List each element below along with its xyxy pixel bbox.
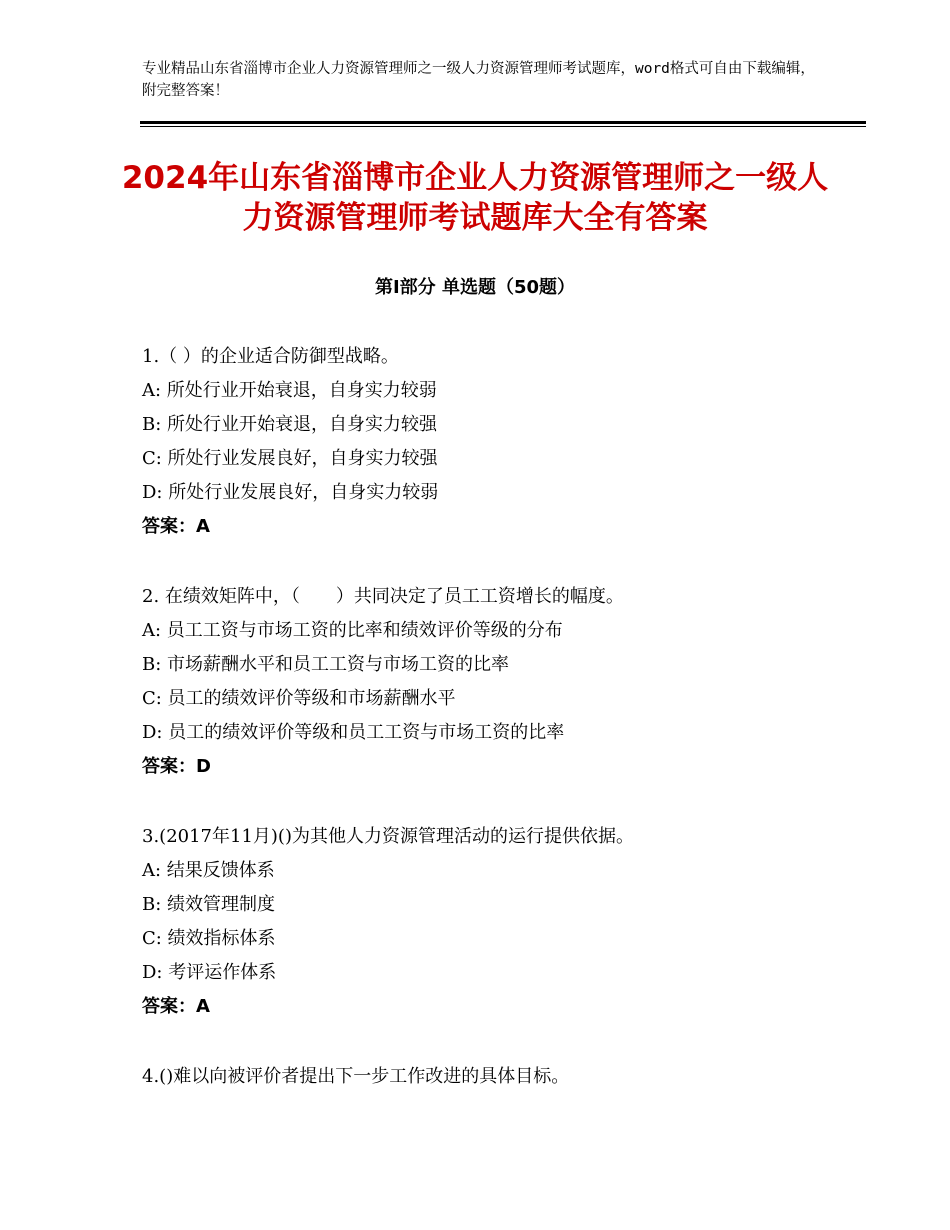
option-d: D: 所处行业发展良好，自身实力较弱 bbox=[142, 482, 439, 503]
question-stem: 1.（ ）的企业适合防御型战略。 bbox=[142, 346, 399, 367]
section-title: 第Ⅰ部分 单选题（50题） bbox=[374, 277, 575, 298]
header-rule-thick bbox=[140, 121, 866, 124]
question-2 bbox=[142, 580, 842, 784]
option-a: A: 员工工资与市场工资的比率和绩效评价等级的分布 bbox=[142, 620, 563, 641]
question-4 bbox=[142, 1060, 842, 1094]
question-stem: 3.(2017年11月)()为其他人力资源管理活动的运行提供依据。 bbox=[142, 826, 634, 847]
question-3 bbox=[142, 820, 842, 1024]
option-c: C: 所处行业发展良好，自身实力较强 bbox=[142, 448, 438, 469]
question-stem: 4.()难以向被评价者提出下一步工作改进的具体目标。 bbox=[142, 1066, 570, 1087]
option-b: B: 绩效管理制度 bbox=[142, 894, 276, 915]
option-c: C: 绩效指标体系 bbox=[142, 928, 276, 949]
document-title: 2024年山东省淄博市企业人力资源管理师之一级人力资源管理师考试题库大全有答案 bbox=[121, 160, 829, 236]
header-rule-thin bbox=[140, 126, 866, 127]
option-a: A: 所处行业开始衰退，自身实力较弱 bbox=[142, 380, 437, 401]
option-a: A: 结果反馈体系 bbox=[142, 860, 275, 881]
option-d: D: 员工的绩效评价等级和员工工资与市场工资的比率 bbox=[142, 722, 565, 743]
answer: 答案：A bbox=[142, 516, 210, 537]
option-c: C: 员工的绩效评价等级和市场薪酬水平 bbox=[142, 688, 456, 709]
option-d: D: 考评运作体系 bbox=[142, 962, 277, 983]
option-b: B: 市场薪酬水平和员工工资与市场工资的比率 bbox=[142, 654, 510, 675]
question-list bbox=[142, 340, 842, 1130]
answer: 答案：A bbox=[142, 996, 210, 1017]
option-b: B: 所处行业开始衰退，自身实力较强 bbox=[142, 414, 438, 435]
question-stem: 2. 在绩效矩阵中，（ ）共同决定了员工工资增长的幅度。 bbox=[142, 586, 624, 607]
answer: 答案：D bbox=[142, 756, 211, 777]
header-note: 专业精品山东省淄博市企业人力资源管理师之一级人力资源管理师考试题库，word格式可自由下载编辑，附完整答案！ bbox=[142, 61, 815, 99]
question-1 bbox=[142, 340, 842, 544]
